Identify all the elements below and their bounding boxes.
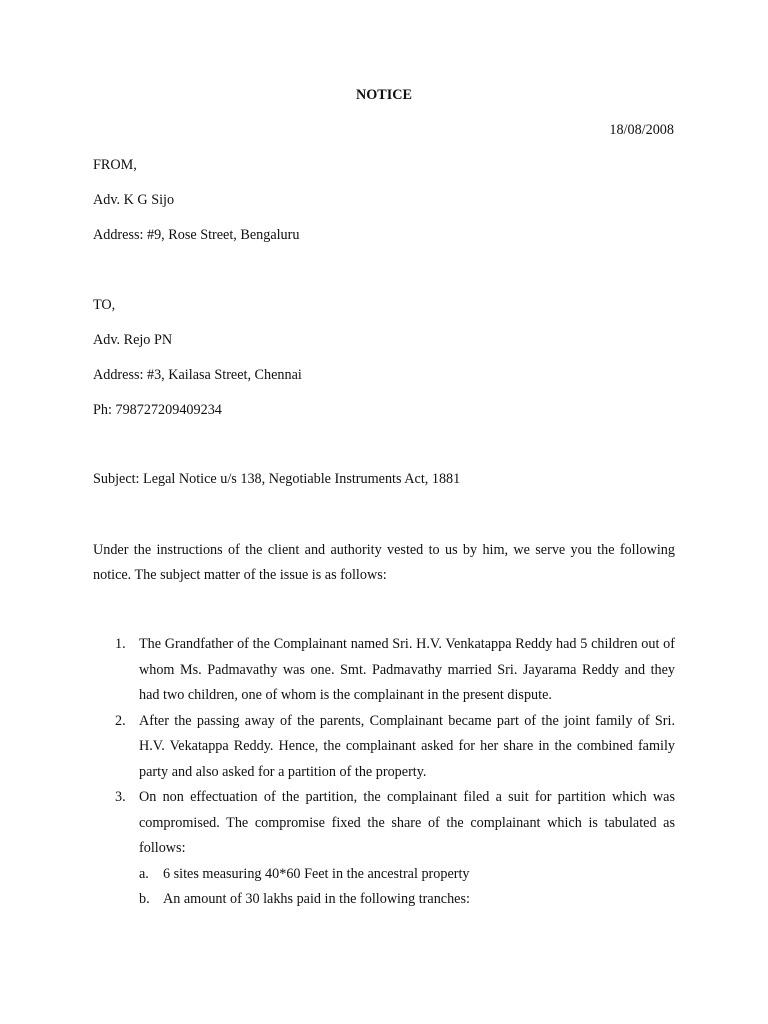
list-item-text: After the passing away of the parents, Complainant became part of the joint family of Sri. H.V. Vekatappa Reddy. Hence, the complainant asked for her share in the combined family party and also asked for a partition of the property. <box>139 712 675 780</box>
from-name: Adv. K G Sijo <box>93 192 175 208</box>
list-item-text: The Grandfather of the Complainant named Sri. H.V. Venkatappa Reddy had 5 children out of whom Ms. Padmavathy was one. Smt. Padmavathy married Sri. Jayarama Reddy and they had two children, one of whom is the complainant in the present dispute. <box>139 636 675 703</box>
list-item-number: 3. <box>115 789 126 805</box>
sub-points-list <box>139 862 675 912</box>
sub-list-item <box>139 887 675 912</box>
notice-title: NOTICE <box>356 87 412 103</box>
sub-list-item-text: 6 sites measuring 40*60 Feet in the ancestral property <box>163 865 470 882</box>
points-list <box>93 632 675 912</box>
to-address: Address: #3, Kailasa Street, Chennai <box>93 367 302 383</box>
list-item-number: 1. <box>115 636 126 652</box>
intro-paragraph: Under the instructions of the client and authority vested to us by him, we serve you the following notice. The subject matter of the issue is as follows: <box>93 542 675 583</box>
list-item <box>93 785 675 912</box>
notice-subject: Subject: Legal Notice u/s 138, Negotiable Instruments Act, 1881 <box>93 471 461 487</box>
notice-date: 18/08/2008 <box>609 122 674 138</box>
to-name: Adv. Rejo PN <box>93 332 173 348</box>
from-label: FROM, <box>93 157 137 173</box>
to-phone: Ph: 798727209409234 <box>93 402 222 418</box>
sub-list-item-letter: a. <box>139 865 149 882</box>
list-item <box>93 632 675 709</box>
list-item <box>93 709 675 786</box>
list-item-number: 2. <box>115 712 126 729</box>
list-item-text: On non effectuation of the partition, the complainant filed a suit for partition which was compromised. The compromise fixed the share of the complainant which is tabulated as follows: <box>139 789 675 856</box>
sub-list-item-text: An amount of 30 lakhs paid in the following tranches: <box>163 890 470 907</box>
sub-list-item <box>139 862 675 887</box>
to-label: TO, <box>93 297 116 313</box>
sub-list-item-letter: b. <box>139 890 150 907</box>
from-address: Address: #9, Rose Street, Bengaluru <box>93 227 300 243</box>
